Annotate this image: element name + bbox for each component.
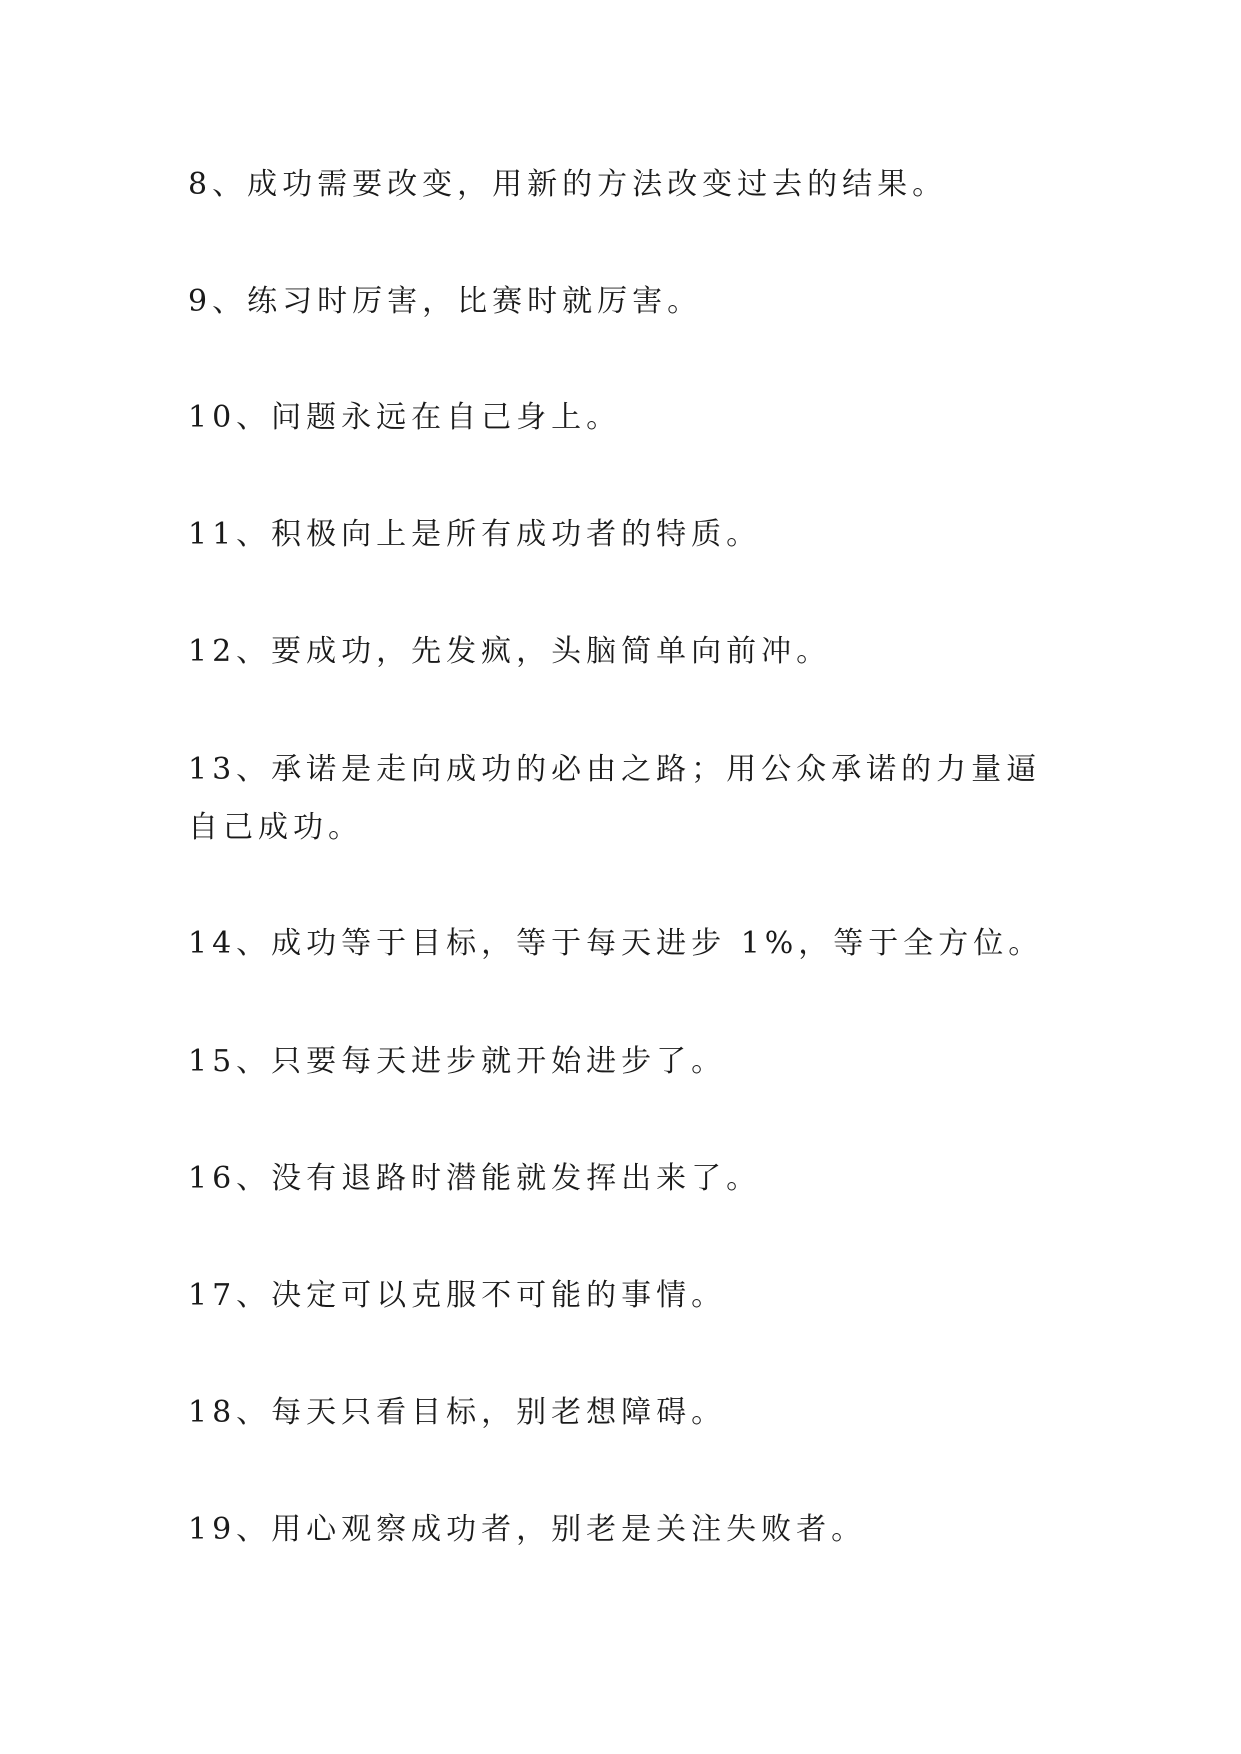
- list-item: 19、用心观察成功者，别老是关注失败者。: [188, 1512, 867, 1547]
- list-item: 12、要成功，先发疯，头脑简单向前冲。: [188, 634, 832, 669]
- list-item: 11、积极向上是所有成功者的特质。: [188, 517, 762, 552]
- list-item: 15、只要每天进步就开始进步了。: [188, 1044, 727, 1079]
- list-item: 9、练习时厉害，比赛时就厉害。: [188, 284, 703, 319]
- list-item: 13、承诺是走向成功的必由之路；用公众承诺的力量逼自己成功。: [188, 752, 1042, 845]
- list-item: 17、决定可以克服不可能的事情。: [188, 1278, 727, 1313]
- list-item: 8、成功需要改变，用新的方法改变过去的结果。: [188, 167, 948, 202]
- list-item: 14、成功等于目标，等于每天进步 1%，等于全方位。: [188, 926, 1044, 961]
- list-item: 10、问题永远在自己身上。: [188, 400, 622, 435]
- list-item: 16、没有退路时潜能就发挥出来了。: [188, 1161, 762, 1196]
- list-item: 18、每天只看目标，别老想障碍。: [188, 1395, 727, 1430]
